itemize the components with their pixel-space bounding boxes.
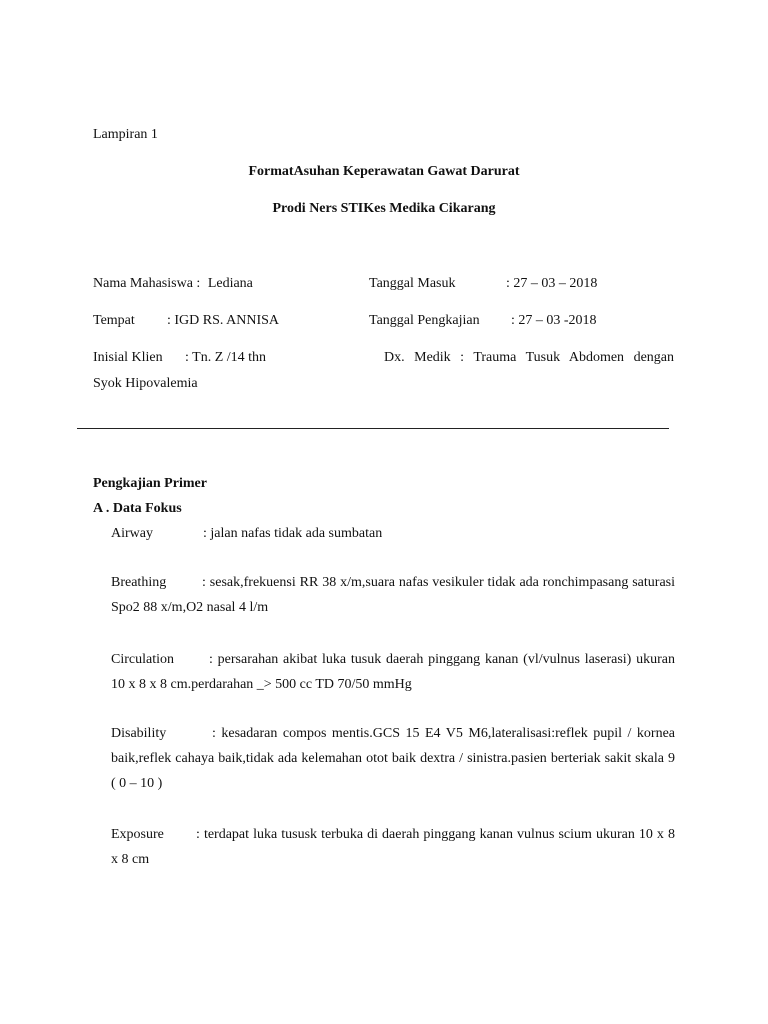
admit-date-row bbox=[369, 275, 597, 292]
exposure-paragraph bbox=[111, 822, 675, 872]
airway-row bbox=[111, 525, 382, 542]
admit-date-label: Tanggal Masuk bbox=[369, 276, 456, 291]
place-row bbox=[93, 312, 279, 329]
student-name-row bbox=[93, 275, 253, 292]
divider-line bbox=[77, 428, 669, 429]
primary-assessment-heading: Pengkajian Primer bbox=[93, 476, 207, 491]
student-name-value: Lediana bbox=[207, 276, 253, 291]
document-title: FormatAsuhan Keperawatan Gawat Darurat bbox=[248, 164, 520, 179]
client-value: : Tn. Z /14 thn bbox=[185, 350, 267, 365]
exposure-text: : terdapat luka tususk terbuka di daerah pinggang kanan vulnus scium ukuran 10 x 8 x 8 cm bbox=[111, 827, 675, 867]
assessment-date-value: : 27 – 03 -2018 bbox=[511, 313, 597, 328]
client-label: Inisial Klien bbox=[93, 350, 163, 365]
attachment-label: Lampiran 1 bbox=[93, 127, 158, 142]
circulation-label: Circulation bbox=[111, 652, 174, 667]
disability-text: : kesadaran compos mentis.GCS 15 E4 V5 M6,lateralisasi:reflek pupil / kornea baik,reflek cahaya baik,tidak ada kelemahan otot baik dextra / sinistra.pasien berteriak sakit skala 9 ( 0 – 10 ) bbox=[111, 726, 675, 791]
document-subtitle: Prodi Ners STIKes Medika Cikarang bbox=[272, 201, 496, 216]
place-label: Tempat bbox=[93, 313, 135, 328]
place-value: : IGD RS. ANNISA bbox=[167, 313, 280, 328]
medical-diagnosis: Dx. Medik : Trauma Tusuk Abdomen dengan bbox=[384, 350, 674, 365]
breathing-paragraph bbox=[111, 570, 675, 620]
focus-data-heading: A . Data Fokus bbox=[93, 501, 182, 516]
admit-date-value: : 27 – 03 – 2018 bbox=[506, 276, 598, 291]
exposure-label: Exposure bbox=[111, 827, 164, 842]
medical-diagnosis-continued: Syok Hipovalemia bbox=[93, 376, 198, 391]
student-name-label: Nama Mahasiswa : bbox=[93, 276, 201, 291]
breathing-text: : sesak,frekuensi RR 38 x/m,suara nafas vesikuler tidak ada ronchimpasang saturasi Spo2 88 x/m,O2 nasal 4 l/m bbox=[111, 575, 675, 615]
circulation-paragraph bbox=[111, 647, 675, 697]
airway-text: : jalan nafas tidak ada sumbatan bbox=[203, 526, 383, 541]
airway-label: Airway bbox=[111, 526, 153, 541]
assessment-date-row bbox=[369, 312, 597, 329]
assessment-date-label: Tanggal Pengkajian bbox=[369, 313, 480, 328]
circulation-text: : persarahan akibat luka tusuk daerah pinggang kanan (vl/vulnus laserasi) ukuran 10 x 8 x 8 cm.perdarahan _> 500 cc TD 70/50 mmHg bbox=[111, 652, 675, 692]
breathing-label: Breathing bbox=[111, 575, 167, 590]
client-row bbox=[93, 349, 266, 366]
disability-paragraph bbox=[111, 721, 675, 796]
disability-label: Disability bbox=[111, 726, 167, 741]
